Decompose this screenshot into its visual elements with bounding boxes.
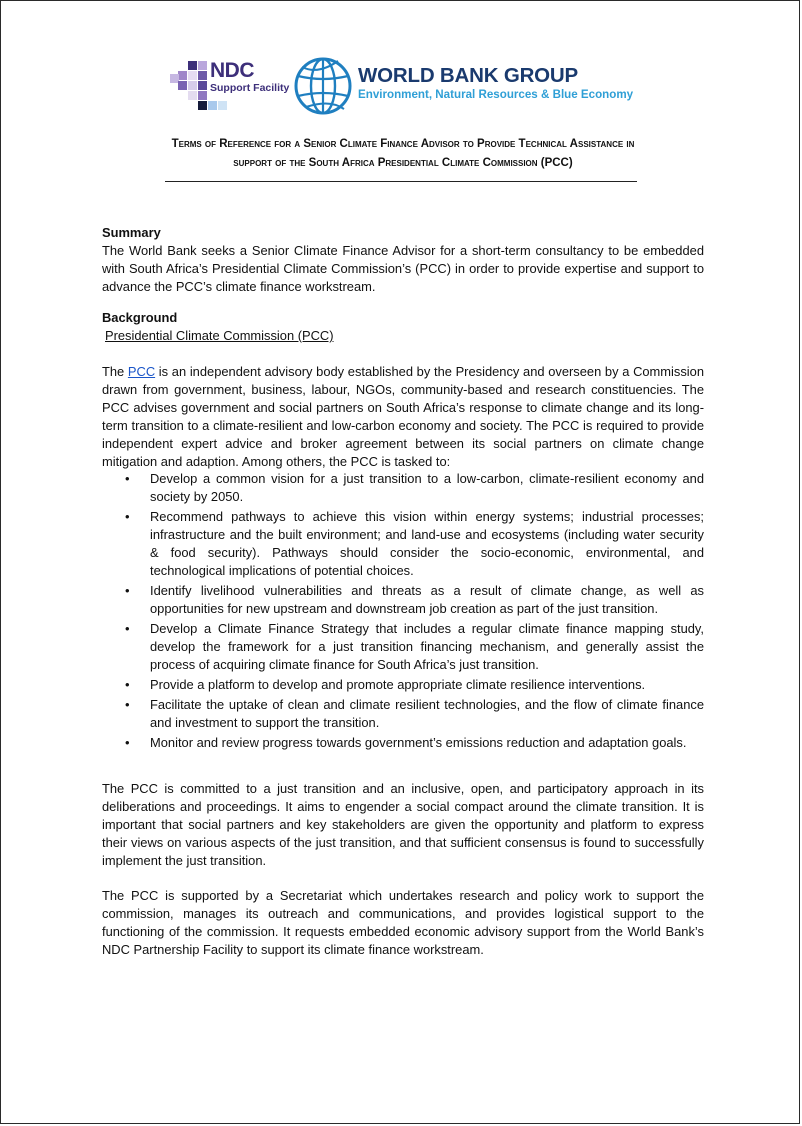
document-title: [101, 135, 705, 173]
list-item: • Provide a platform to develop and promote appropriate climate resilience interventions.: [125, 677, 646, 692]
intro-prefix: The: [102, 364, 128, 379]
pcc-link[interactable]: PCC: [127, 364, 156, 379]
list-item: • Develop a common vision for a just transition to a low-carbon, climate-resilient economy and society by 2050.: [125, 471, 704, 504]
header-logos: [170, 55, 640, 115]
title-line-1: Terms of Reference for a Senior Climate Finance Advisor to Provide Technical Assistance in: [171, 138, 635, 150]
wbg-logo-subtitle: Environment, Natural Resources & Blue Economy: [358, 88, 634, 101]
intro-text: is an independent advisory body established by the Presidency and overseen by a Commission drawn from government, business, labour, NGOs, community-based and research constituencies. The PCC advises government and social partners on South Africa’s response to climate change and its long-term transition to a climate-resilient and low-carbon economy and society. The PCC is required to provide independent expert advice and broker agreement between its social partners on climate change mitigation and adaption. Among others, the PCC is tasked to:: [102, 364, 704, 469]
paragraph-commitment: The PCC is committed to a just transition and an inclusive, open, and participatory approach in its deliberations and proceedings. It aims to engender a social compact around the climate transition. It is important that social partners and key stakeholders are given the opportunity and platform to express their views on various aspects of the just transition, and that sufficient consensus is found to successfully implement the just transition.: [102, 781, 704, 868]
title-line-2: support of the South Africa Presidential Climate Commission (PCC): [233, 157, 573, 169]
ndc-logo-text: [210, 60, 289, 94]
ndc-logo-subtitle: Support Facility: [210, 82, 290, 94]
wbg-logo-title: WORLD BANK GROUP: [358, 64, 579, 87]
paragraph-secretariat: The PCC is supported by a Secretariat which undertakes research and policy work to support the commission, manages its outreach and communications, and provides logistical support to the functioning of the commission. It requests embedded economic advisory support from the World Bank’s NDC Partnership Facility to support its climate finance workstream.: [102, 888, 704, 957]
list-item: • Develop a Climate Finance Strategy that includes a regular climate finance mapping study, develop the framework for a just transition financing mechanism, and generally assist the process of acquiring climate finance for South Africa’s just transition.: [125, 621, 704, 672]
pcc-tasks-list: [102, 470, 704, 752]
list-item: • Facilitate the uptake of clean and climate resilient technologies, and the flow of climate finance and investment to support the transition.: [125, 697, 704, 730]
background-section: [102, 309, 704, 345]
pcc-subheading: Presidential Climate Commission (PCC): [105, 328, 334, 343]
background-intro: [102, 363, 704, 471]
title-divider: [165, 181, 637, 182]
world-bank-globe-icon: [292, 55, 354, 117]
summary-heading: Summary: [102, 225, 161, 240]
summary-text: The World Bank seeks a Senior Climate Finance Advisor for a short-term consultancy to be embedded with South Africa’s Presidential Climate Commission’s (PCC) in order to provide expertise and support to advance the PCC’s climate finance workstream.: [102, 243, 704, 294]
background-heading: Background: [102, 310, 178, 325]
summary-section: [102, 224, 704, 296]
list-item: • Monitor and review progress towards government’s emissions reduction and adaptation goals.: [125, 735, 687, 750]
list-item: • Recommend pathways to achieve this vision within energy systems; industrial processes; infrastructure and the built environment; and land-use and ecosystems (including water security & food security). Pathways should consider the socio-economic, environmental, and technological implications of potential choices.: [125, 509, 704, 578]
list-item: • Identify livelihood vulnerabilities and threats as a result of climate change, as well as opportunities for new upstream and downstream job creation as part of the just transition.: [125, 583, 704, 616]
ndc-logo-title: NDC: [210, 59, 254, 82]
